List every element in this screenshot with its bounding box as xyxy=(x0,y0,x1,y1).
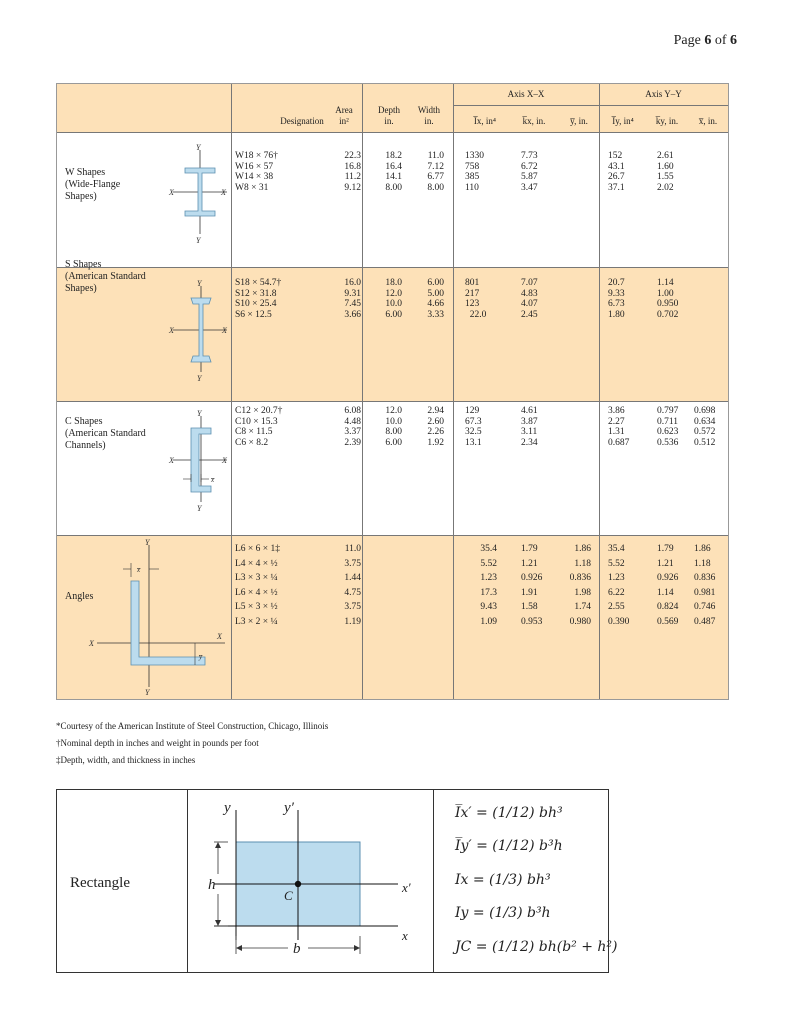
header-iy: I̅y, in⁴ xyxy=(612,116,634,126)
ybar-cell: 1.86 1.18 0.836 1.98 1.74 0.980 xyxy=(569,544,591,627)
axis-label-x: X xyxy=(169,188,174,197)
axis-label-xbar: x̅ xyxy=(211,476,215,484)
footnote: †Nominal depth in inches and weight in pounds per foot xyxy=(56,738,259,748)
iy-cell: 3.86 2.27 1.31 0.687 xyxy=(608,406,630,448)
width-cell: 2.94 2.60 2.26 1.92 xyxy=(427,406,444,448)
ky-cell: 0.797 0.711 0.623 0.536 xyxy=(657,406,679,448)
col-rule xyxy=(599,84,600,699)
iy-cell: 35.4 5.52 1.23 6.22 2.55 0.390 xyxy=(608,544,630,627)
axis-label-x: X xyxy=(222,326,227,335)
formula-iy-prime: I̅y′ = (1/12) b³h xyxy=(455,838,563,854)
row-rule xyxy=(57,267,728,268)
ky-cell: 2.61 1.60 1.55 2.02 xyxy=(657,151,674,193)
ix-cell: 35.4 5.52 1.23 17.3 9.43 1.09 xyxy=(480,544,497,627)
formula-ix: Ix = (1/3) bh³ xyxy=(455,872,551,888)
area-cell: 22.3 16.8 11.2 9.12 xyxy=(344,151,361,193)
axis-label-x: X xyxy=(222,456,227,465)
area-cell: 16.0 9.31 7.45 3.66 xyxy=(344,278,361,320)
group-name-c: C Shapes (American Standard Channels) xyxy=(65,416,146,451)
axis-label-x: X xyxy=(217,632,222,641)
ix-cell: 801 217 123 22.0 xyxy=(465,278,487,320)
col-rule xyxy=(231,84,232,699)
axis-label-y: Y xyxy=(197,374,202,383)
rect-centroid-c: C xyxy=(284,888,293,903)
formula-iy: Iy = (1/3) b³h xyxy=(455,905,551,921)
designation-cell: C12 × 20.7† C10 × 15.3 C8 × 11.5 C6 × 8.2 xyxy=(235,406,283,448)
footnote: *Courtesy of the American Institute of Steel Construction, Chicago, Illinois xyxy=(56,721,329,731)
ix-cell: 129 67.3 32.5 13.1 xyxy=(465,406,482,448)
ky-cell: 1.14 1.00 0.950 0.702 xyxy=(657,278,679,320)
header-area: Area xyxy=(335,105,353,115)
properties-table xyxy=(56,83,729,700)
header-axis-xx: Axis X–X xyxy=(507,89,545,99)
width-cell: 11.0 7.12 6.77 8.00 xyxy=(427,151,444,193)
c-shape-diagram xyxy=(169,410,229,514)
designation-cell: W18 × 76† W16 × 57 W14 × 38 W8 × 31 xyxy=(235,151,278,193)
axis-label-y: Y xyxy=(145,538,150,547)
depth-cell: 18.0 12.0 10.0 6.00 xyxy=(385,278,402,320)
header-axis-yy: Axis Y–Y xyxy=(645,89,682,99)
rect-dim-h: h xyxy=(208,877,216,893)
axis-label-x: X xyxy=(89,639,94,648)
header-width: Width xyxy=(417,105,441,115)
rectangle-diagram xyxy=(188,790,433,972)
angle-shape-diagram xyxy=(87,539,227,695)
area-cell: 6.08 4.48 3.37 2.39 xyxy=(344,406,361,448)
iy-cell: 20.7 9.33 6.73 1.80 xyxy=(608,278,625,320)
axis-label-y: Y xyxy=(197,279,202,288)
kx-cell: 4.61 3.87 3.11 2.34 xyxy=(521,406,538,448)
depth-cell: 18.2 16.4 14.1 8.00 xyxy=(385,151,402,193)
xbar-cell: 1.86 1.18 0.836 0.981 0.746 0.487 xyxy=(694,544,716,627)
ky-cell: 1.79 1.21 0.926 1.14 0.824 0.569 xyxy=(657,544,679,627)
axis-label-y: Y xyxy=(196,143,201,152)
rect-axis-yp: y′ xyxy=(284,800,294,816)
area-cell: 11.0 3.75 1.44 4.75 3.75 1.19 xyxy=(344,544,361,627)
header-depth: Depth xyxy=(378,105,400,115)
group-name-s: S Shapes (American Standard Shapes) xyxy=(65,259,146,294)
header-designation: Designation xyxy=(280,116,324,126)
axis-label-y: Y xyxy=(145,688,150,697)
formula-jc: JC = (1/12) bh(b² + h²) xyxy=(455,939,618,955)
rect-dim-b: b xyxy=(293,941,301,957)
rect-axis-xp: x′ xyxy=(402,880,411,895)
axis-label-x: X xyxy=(169,456,174,465)
axis-label-x: X xyxy=(221,188,226,197)
group-name-w: W Shapes (Wide-Flange Shapes) xyxy=(65,167,121,202)
width-cell: 6.00 5.00 4.66 3.33 xyxy=(427,278,444,320)
axis-label-ybar: y̅ xyxy=(199,653,203,661)
row-rule xyxy=(57,535,728,536)
kx-cell: 7.07 4.83 4.07 2.45 xyxy=(521,278,538,320)
rect-axis-y: y xyxy=(224,800,231,816)
header-ybar: y̅, in. xyxy=(570,116,588,126)
xbar-cell: 0.698 0.634 0.572 0.512 xyxy=(694,406,716,448)
header-area-unit: in² xyxy=(339,116,349,126)
header-rule xyxy=(57,132,728,133)
axis-label-xbar: x̅ xyxy=(137,566,141,574)
rect-axis-x: x xyxy=(402,928,408,943)
header-ky: k̅y, in. xyxy=(655,116,679,126)
header-xbar: x̅, in. xyxy=(698,116,718,126)
header-ix: I̅x, in⁴ xyxy=(473,116,497,126)
axis-label-x: X xyxy=(169,326,174,335)
kx-cell: 7.73 6.72 5.87 3.47 xyxy=(521,151,538,193)
kx-cell: 1.79 1.21 0.926 1.91 1.58 0.953 xyxy=(521,544,543,627)
row-rule xyxy=(57,401,728,402)
ix-cell: 1330 758 385 110 xyxy=(465,151,484,193)
designation-cell: L6 × 6 × 1‡ L4 × 4 × ½ L3 × 3 × ¼ L6 × 4 × ½ L5 × 3 × ½ L3 × 2 × ¼ xyxy=(235,544,281,627)
designation-cell: S18 × 54.7† S12 × 31.8 S10 × 25.4 S6 × 12.5 xyxy=(235,278,282,320)
header-kx: k̅x, in. xyxy=(522,116,546,126)
footnote: ‡Depth, width, and thickness in inches xyxy=(56,755,196,765)
group-name-angles: Angles xyxy=(65,591,94,602)
iy-cell: 152 43.1 26.7 37.1 xyxy=(608,151,625,193)
depth-cell: 12.0 10.0 8.00 6.00 xyxy=(385,406,402,448)
axis-label-y: Y xyxy=(196,236,201,245)
page-number: Page 6 of 6 xyxy=(673,33,737,48)
col-rule xyxy=(453,84,454,699)
s-shape-diagram xyxy=(169,280,229,384)
formula-ix-prime: I̅x′ = (1/12) bh³ xyxy=(455,805,563,821)
header-width-unit: in. xyxy=(424,116,434,126)
axis-label-y: Y xyxy=(197,504,202,513)
axis-label-y: Y xyxy=(197,409,202,418)
w-shape-diagram xyxy=(169,143,229,246)
rectangle-label: Rectangle xyxy=(70,875,130,891)
col-rule xyxy=(362,84,363,699)
header-depth-unit: in. xyxy=(384,116,394,126)
